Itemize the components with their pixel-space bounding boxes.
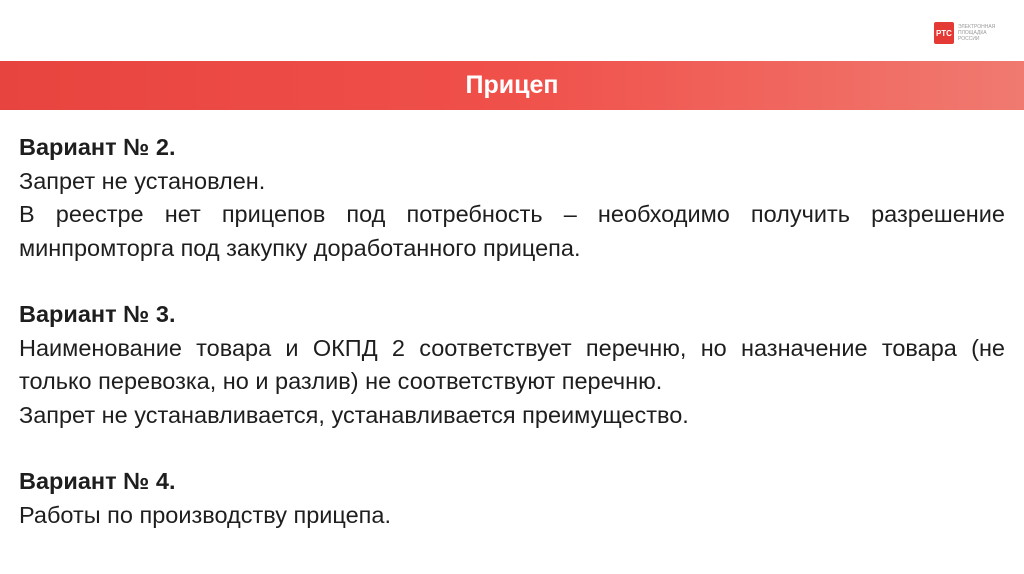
variant-heading: Вариант № 2.: [19, 134, 176, 160]
rts-logo-icon: РТС: [934, 22, 954, 44]
variant-block-3: [19, 298, 1005, 432]
variant-text: Работы по производству прицепа.: [19, 501, 392, 528]
variant-text: Наименование товара и ОКПД 2 соответствует перечню, но назначение товара (не только перевозка, но и разлив) не соответствуют перечню.: [19, 334, 1005, 394]
variant-block-4: [19, 465, 1005, 532]
variant-text: Запрет не установлен.: [19, 167, 266, 194]
variant-block-2: [19, 131, 1005, 265]
variant-heading: Вариант № 4.: [19, 468, 176, 494]
variant-text: В реестре нет прицепов под потребность – необходимо получить разрешение минпромторга под закупку доработанного прицепа.: [19, 201, 1005, 261]
variant-heading: Вариант № 3.: [19, 301, 176, 327]
title-bar: [0, 61, 1024, 110]
logo-caption: ЭЛЕКТРОННАЯ ПЛОЩАДКА РОССИИ: [958, 24, 996, 42]
variant-text: Запрет не устанавливается, устанавливается преимущество.: [19, 401, 689, 428]
page-title: Прицеп: [465, 71, 559, 99]
slide-content: [19, 131, 1005, 565]
brand-logo: [934, 22, 1006, 44]
